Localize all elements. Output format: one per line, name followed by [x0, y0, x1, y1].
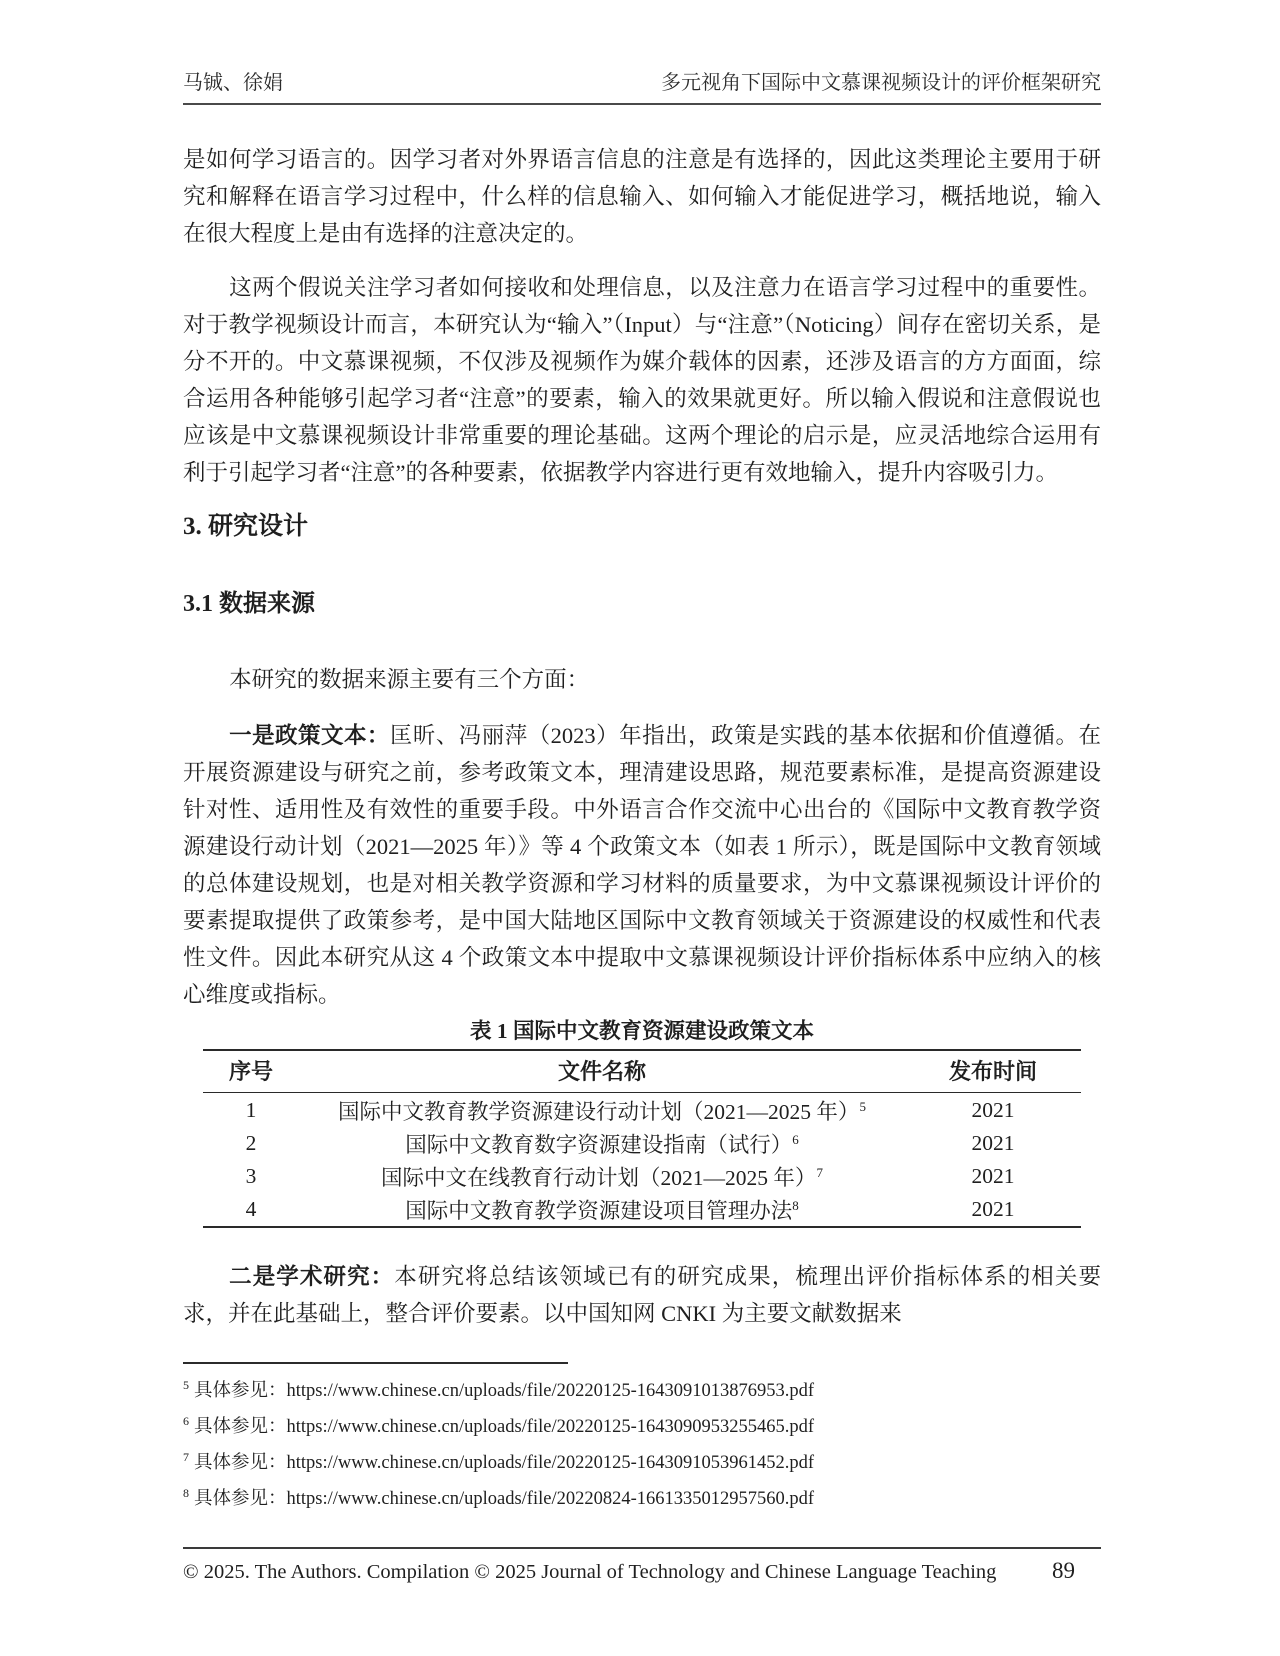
running-head-authors: 马铖、徐娟	[183, 72, 283, 94]
cell-publish-date: 2021	[971, 1163, 1015, 1188]
footnote-label: 具体参见：	[194, 1416, 287, 1437]
footnote-separator	[183, 1362, 568, 1364]
column-header-publish-date: 发布时间	[905, 1050, 1081, 1093]
paragraph-data-sources-intro: 本研究的数据来源主要有三个方面：	[229, 667, 590, 692]
table-1-title: 表 1 国际中文教育资源建设政策文本	[469, 1019, 814, 1043]
document-name-text: 国际中文在线教育行动计划（2021—2025 年）	[381, 1166, 817, 1191]
footnote-ref-7: 7	[816, 1165, 823, 1181]
footnote-label: 具体参见：	[194, 1489, 287, 1510]
copyright-line: © 2025. The Authors. Compilation © 2025 Journal of Technology and Chinese Language Teaching	[183, 1561, 997, 1583]
footnote-8	[183, 1478, 1101, 1514]
table-header-row	[203, 1050, 1081, 1093]
cell-document-name	[299, 1159, 905, 1192]
section-heading-research-design: 3. 研究设计	[183, 513, 309, 540]
footnote-label: 具体参见：	[194, 1453, 287, 1474]
document-name-text: 国际中文教育教学资源建设项目管理办法	[405, 1199, 793, 1224]
paragraph-academic-research-body: 本研究将总结该领域已有的研究成果，梳理出评价指标体系的相关要求，并在此基础上，整合评价要素。以中国知网 CNKI 为主要文献数据来	[183, 1263, 1101, 1326]
document-name-text: 国际中文教育数字资源建设指南（试行）	[405, 1133, 793, 1158]
column-header-number: 序号	[203, 1050, 299, 1093]
cell-number: 3	[245, 1163, 257, 1188]
footnote-5	[183, 1370, 1101, 1406]
cell-document-name	[299, 1192, 905, 1226]
cell-publish-date: 2021	[971, 1130, 1015, 1155]
footnote-7	[183, 1442, 1101, 1478]
page-number: 89	[1052, 1558, 1075, 1583]
table-row	[203, 1192, 1081, 1226]
page-footer	[183, 1547, 1101, 1584]
footnote-number: 5	[183, 1377, 189, 1392]
paragraph-hypotheses: 这两个假说关注学习者如何接收和处理信息，以及注意力在语言学习过程中的重要性。对于教学视频设计而言，本研究认为“输入”（Input）与“注意”（Noticing）间存在密切关系，是分不开的。中文慕课视频，不仅涉及视频作为媒介载体的因素，还涉及语言的方方面面，综合运用各种能够引起学习者“注意”的要素，输入的效果就更好。所以输入假说和注意假说也应该是中文慕课视频设计非常重要的理论基础。这两个理论的启示是，应灵活地综合运用有利于引起学习者“注意”的各种要素，依据教学内容进行更有效地输入，提升内容吸引力。	[183, 275, 1101, 485]
paragraph-policy-texts-body: 匡昕、冯丽萍（2023）年指出，政策是实践的基本依据和价值遵循。在开展资源建设与研究之前，参考政策文本，理清建设思路，规范要素标准，是提高资源建设针对性、适用性及有效性的重要手段。中外语言合作交流中心出台的《国际中文教育教学资源建设行动计划（2021—2025 年）》等 4 个政策文本（如表 1 所示），既是国际中文教育领域的总体建设规划，也是对相关教学资源和学习材料的质量要求，为中文慕课视频设计评价的要素提取提供了政策参考，是中国大陆地区国际中文教育领域关于资源建设的权威性和代表性文件。因此本研究从这 4 个政策文本中提取中文慕课视频设计评价指标体系中应纳入的核心维度或指标。	[183, 723, 1101, 1007]
footnote-ref-6: 6	[792, 1132, 799, 1148]
footnote-label: 具体参见：	[194, 1380, 287, 1401]
running-head-title: 多元视角下国际中文慕课视频设计的评价框架研究	[661, 72, 1101, 94]
footnote-url-link[interactable]: https://www.chinese.cn/uploads/file/20220125-1643091053961452.pdf	[286, 1453, 815, 1474]
paragraph-policy-texts	[183, 717, 1101, 1013]
cell-number: 2	[245, 1130, 257, 1155]
footnote-number: 6	[183, 1413, 189, 1428]
footnote-ref-5: 5	[859, 1099, 866, 1114]
footnotes	[183, 1370, 1101, 1515]
running-head	[183, 70, 1101, 105]
table-row	[203, 1093, 1081, 1127]
subsection-heading-data-sources: 3.1 数据来源	[183, 591, 315, 617]
footnote-ref-8: 8	[792, 1198, 799, 1214]
page-content	[183, 70, 1101, 1514]
footnote-6	[183, 1406, 1101, 1442]
document-name-text: 国际中文教育教学资源建设行动计划（2021—2025 年）	[338, 1100, 860, 1125]
cell-document-name	[299, 1093, 905, 1127]
paragraph-policy-texts-lead: 一是政策文本：	[229, 723, 390, 748]
table-row	[203, 1126, 1081, 1159]
cell-number: 1	[245, 1097, 257, 1122]
paragraph-input-theory: 是如何学习语言的。因学习者对外界语言信息的注意是有选择的，因此这类理论主要用于研究和解释在语言学习过程中，什么样的信息输入、如何输入才能促进学习，概括地说，输入在很大程度上是由有选择的注意决定的。	[183, 147, 1101, 246]
footnote-url-link[interactable]: https://www.chinese.cn/uploads/file/20220125-1643090953255465.pdf	[286, 1416, 815, 1437]
cell-document-name	[299, 1126, 905, 1159]
footnote-number: 7	[183, 1449, 189, 1464]
footnote-number: 8	[183, 1486, 189, 1501]
table-row	[203, 1159, 1081, 1192]
paragraph-academic-research	[183, 1258, 1101, 1332]
footnote-url-link[interactable]: https://www.chinese.cn/uploads/file/20220824-1661335012957560.pdf	[286, 1489, 815, 1510]
table-1-policy-documents	[203, 1049, 1081, 1228]
footnote-url-link[interactable]: https://www.chinese.cn/uploads/file/20220125-1643091013876953.pdf	[286, 1380, 815, 1401]
cell-number: 4	[245, 1197, 257, 1222]
paragraph-academic-research-lead: 二是学术研究：	[229, 1263, 395, 1289]
cell-publish-date: 2021	[971, 1097, 1015, 1122]
column-header-document-name: 文件名称	[299, 1050, 905, 1093]
cell-publish-date: 2021	[971, 1197, 1015, 1222]
